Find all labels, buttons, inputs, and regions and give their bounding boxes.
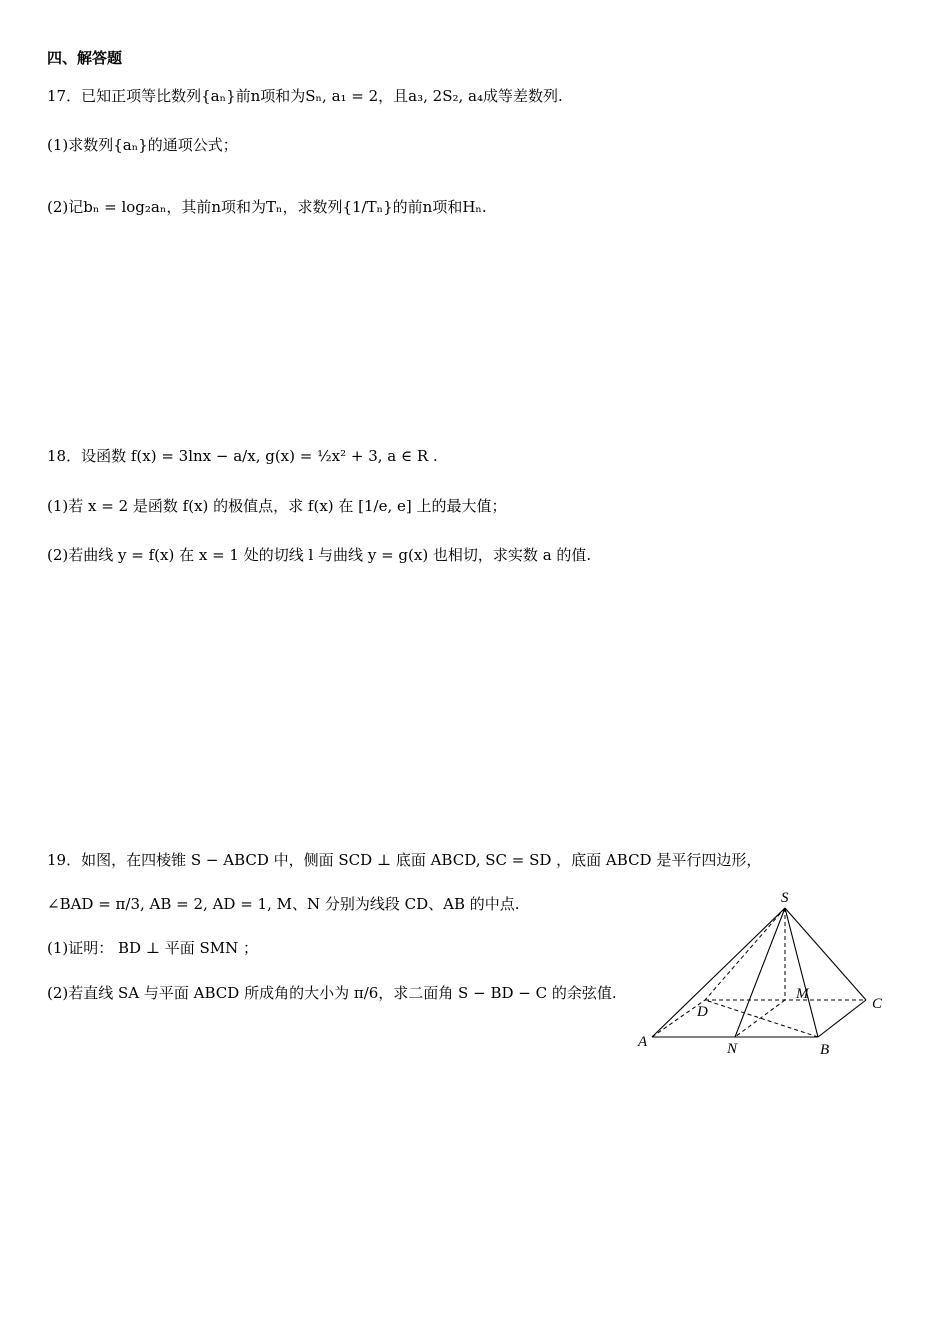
label-S: S [781, 890, 789, 906]
q17-part2: (2)记bₙ = log₂aₙ，其前n项和为Tₙ，求数列{1/Tₙ}的前n项和Hₙ. [47, 198, 487, 216]
section-heading: 四、解答题 [47, 49, 123, 67]
q17-stem: 17．已知正项等比数列{aₙ}前n项和为Sₙ, a₁ = 2，且a₃, 2S₂, a₄成等差数列. [47, 87, 563, 105]
q19-stem: 19．如图，在四棱锥 S − ABCD 中，侧面 SCD ⊥ 底面 ABCD, SC = SD ，底面 ABCD 是平行四边形， [47, 851, 762, 869]
q18-stem: 18．设函数 f(x) = 3lnx − a/x, g(x) = ½x² + 3, a ∈ R . [47, 447, 438, 465]
edge-SA [652, 908, 785, 1037]
edge-SN [735, 908, 785, 1037]
edge-SD [705, 908, 785, 1000]
pyramid-figure [630, 882, 900, 1062]
label-B: B [820, 1042, 830, 1058]
label-D: D [697, 1004, 708, 1020]
edge-BC [818, 1000, 866, 1037]
label-C: C [872, 996, 883, 1012]
q19-part2: (2)若直线 SA 与平面 ABCD 所成角的大小为 π/6，求二面角 S − BD − C 的余弦值. [47, 984, 617, 1002]
q17-part1: (1)求数列{aₙ}的通项公式； [47, 136, 238, 154]
edge-BD [705, 1000, 818, 1037]
q18-part2: (2)若曲线 y = f(x) 在 x = 1 处的切线 l 与曲线 y = g(x) 也相切，求实数 a 的值. [47, 546, 592, 564]
q19-part1: (1)证明： BD ⊥ 平面 SMN ； [47, 939, 259, 957]
q18-part1: (1)若 x = 2 是函数 f(x) 的极值点，求 f(x) 在 [1/e, e] 上的最大值； [47, 497, 507, 515]
label-M: M [796, 986, 809, 1002]
label-N: N [727, 1041, 738, 1057]
q19-stem-2: ∠BAD = π/3, AB = 2, AD = 1, M、N 分别为线段 CD、AB 的中点. [47, 895, 520, 913]
label-A: A [638, 1034, 648, 1050]
